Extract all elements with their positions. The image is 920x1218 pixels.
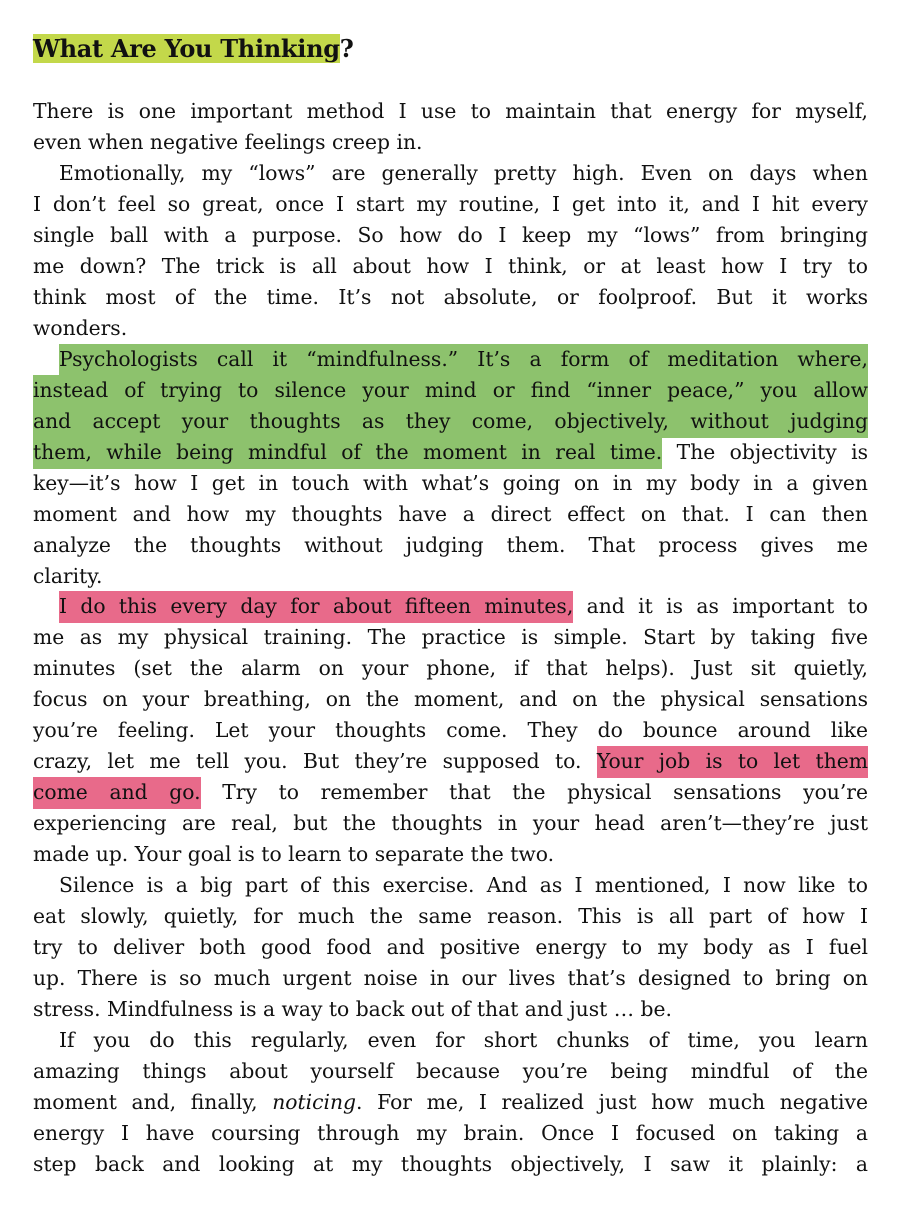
text-line: key—it’s how I get in touch with what’s going on in my body in a given — [33, 471, 868, 495]
text-segment: The objectivity is — [662, 440, 869, 464]
text-line: energy I have coursing through my brain. Once I focused on taking a — [33, 1121, 868, 1145]
text-line: clarity. — [33, 564, 103, 588]
text-line: moment and how my thoughts have a direct effect on that. I can then — [33, 502, 868, 526]
text-line: analyze the thoughts without judging them. That process gives me — [33, 533, 868, 557]
text-line: focus on your breathing, on the moment, and on the physical sensations — [33, 687, 868, 711]
italic-word: noticing — [272, 1090, 357, 1114]
text-line: me as my physical training. The practice is simple. Start by taking five — [33, 625, 868, 649]
text-line — [33, 437, 868, 468]
pink-highlight: Your job is to let them — [597, 746, 868, 778]
text-line — [33, 746, 868, 777]
text-line: If you do this regularly, even for short chunks of time, you learn — [59, 1028, 868, 1052]
text-line — [33, 777, 868, 808]
text-line — [33, 406, 868, 437]
text-line: me down? The trick is all about how I think, or at least how I try to — [33, 254, 868, 278]
text-line: made up. Your goal is to learn to separate the two. — [33, 842, 555, 866]
pink-highlight: come and go. — [33, 777, 201, 809]
text-segment: Try to remember that the physical sensations you’re — [200, 780, 869, 804]
text-line: even when negative feelings creep in. — [33, 130, 423, 154]
text-line: single ball with a purpose. So how do I keep my “lows” from bringing — [33, 223, 868, 247]
text-line: Silence is a big part of this exercise. And as I mentioned, I now like to — [59, 873, 868, 897]
text-line: you’re feeling. Let your thoughts come. They do bounce around like — [33, 718, 868, 742]
text-segment: . For me, I realized just how much negative — [356, 1090, 868, 1114]
text-line — [33, 1087, 868, 1118]
heading-punctuation: ? — [339, 34, 354, 63]
green-highlight: and accept your thoughts as they come, objectively, without judging — [33, 406, 868, 438]
text-line — [33, 375, 868, 406]
text-line — [33, 591, 868, 622]
text-line: think most of the time. It’s not absolute, or foolproof. But it works — [33, 285, 868, 309]
text-line: step back and looking at my thoughts objectively, I saw it plainly: a — [33, 1152, 868, 1176]
text-line: I don’t feel so great, once I start my routine, I get into it, and I hit every — [33, 192, 868, 216]
section-heading — [33, 24, 353, 73]
text-line: try to deliver both good food and positive energy to my body as I fuel — [33, 935, 868, 959]
text-line: experiencing are real, but the thoughts in your head aren’t—they’re just — [33, 811, 868, 835]
green-highlight: instead of trying to silence your mind or find “inner peace,” you allow — [33, 375, 868, 407]
green-highlight: Psychologists call it “mindfulness.” It’s a form of meditation where, — [59, 344, 868, 376]
text-line: wonders. — [33, 316, 128, 340]
text-segment: and it is as important to — [573, 594, 868, 618]
text-line: up. There is so much urgent noise in our lives that’s designed to bring on — [33, 966, 868, 990]
text-line: Emotionally, my “lows” are generally pretty high. Even on days when — [59, 161, 868, 185]
text-line — [33, 344, 868, 375]
heading-highlight: What Are You Thinking — [33, 34, 340, 63]
text-line: amazing things about yourself because you’re being mindful of the — [33, 1059, 868, 1083]
pink-highlight: I do this every day for about fifteen minutes, — [59, 591, 573, 623]
text-segment: crazy, let me tell you. But they’re supposed to. — [33, 749, 597, 773]
text-line: stress. Mindfulness is a way to back out of that and just … be. — [33, 997, 672, 1021]
green-highlight: them, while being mindful of the moment in real time. — [33, 437, 662, 469]
text-line: There is one important method I use to maintain that energy for myself, — [33, 99, 868, 123]
text-line: eat slowly, quietly, for much the same reason. This is all part of how I — [33, 904, 868, 928]
text-segment: moment and, finally, — [33, 1090, 273, 1114]
text-line: minutes (set the alarm on your phone, if that helps). Just sit quietly, — [33, 656, 868, 680]
